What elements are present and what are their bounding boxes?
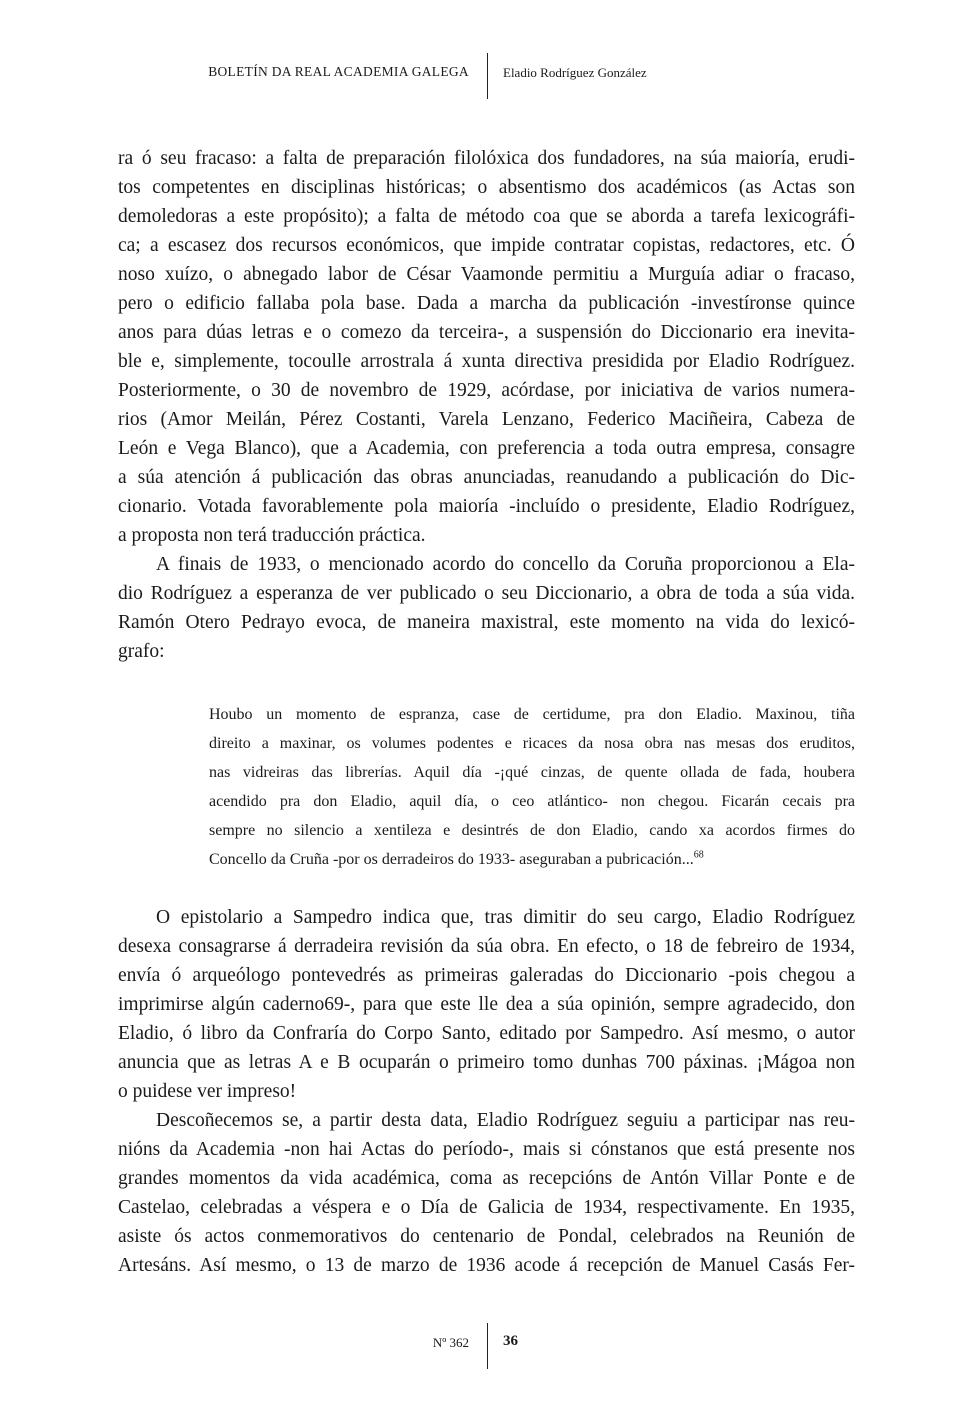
text-line: grandes momentos da vida académica, coma as recepcións de Antón Villar Ponte e de [118,1168,855,1189]
quote-text: sempre no silencio a xentileza e desintrés de don Eladio, cando xa acordos firmes do [209,822,855,839]
text-line: Descoñecemos se, a partir desta data, Eladio Rodríguez seguiu a participar nas reu- [156,1110,855,1131]
text-line: ble e, simplemente, tocoulle arrostrala á xunta directiva presidida por Eladio Rodríguez. [118,351,855,372]
quote-line [209,845,855,874]
quote-line [209,729,855,758]
text-line: desexa consagrarse á derradeira revisión da súa obra. En efecto, o 18 de febreiro de 1934, [118,936,855,957]
text-line: anos para dúas letras e o comezo da terceira-, a suspensión do Diccionario era inevita- [118,322,855,343]
running-header-author: Eladio Rodríguez González [503,65,647,80]
text-line: ca; a escasez dos recursos económicos, que impide contratar copistas, redactores, etc. Ó [118,235,855,256]
text-line: grafo: [118,641,165,662]
text-line: O epistolario a Sampedro indica que, tras dimitir do seu cargo, Eladio Rodríguez [156,907,855,928]
quote-text: acendido pra don Eladio, aquil día, o ceo atlántico- non chegou. Ficarán cecais pra [209,793,855,810]
text-line: Castelao, celebradas a véspera e o Día de Galicia de 1934, respectivamente. En 1935, [118,1197,855,1218]
text-line: dio Rodríguez a esperanza de ver publicado o seu Diccionario, a obra de toda a súa vida. [118,583,855,604]
footer-issue: Nº 362 [432,1335,469,1350]
text-line: pero o edificio fallaba pola base. Dada a marcha da publicación -investíronse quince [118,293,855,314]
quote-text: Concello da Cruña -por os derradeiros do 1933- aseguraban a pubricación... [209,851,694,868]
text-line: cionario. Votada favorablemente pola maioría -incluído o presidente, Eladio Rodríguez, [118,496,855,517]
quote-text: Houbo un momento de espranza, case de certidume, pra don Eladio. Maxinou, tiña [209,706,855,723]
quote-line [209,758,855,787]
body-section-1 [118,144,855,666]
header-divider [487,53,488,99]
text-line: León e Vega Blanco), que a Academia, con preferencia a toda outra empresa, consagre [118,438,855,459]
text-line: anuncia que as letras A e B ocuparán o primeiro tomo dunhas 700 páxinas. ¡Mágoa non [118,1052,855,1073]
quote-line [209,787,855,816]
quote-line [209,816,855,845]
text-line: A finais de 1933, o mencionado acordo do concello da Coruña proporcionou a Ela- [156,554,855,575]
block-quote [209,700,855,874]
text-line: a súa atención á publicación das obras anunciadas, reanudando a publicación do Dic- [118,467,855,488]
quote-line [209,700,855,729]
page-number: 36 [503,1333,518,1349]
text-line: asiste ós actos conmemorativos do centenario de Pondal, celebrados na Reunión de [118,1226,855,1247]
quote-text: direito a maxinar, os volumes podentes e ricaces da nosa obra nas mesas dos eruditos, [209,735,855,752]
text-line: rios (Amor Meilán, Pérez Costanti, Varela Lenzano, Federico Maciñeira, Cabeza de [118,409,855,430]
text-line: Posteriormente, o 30 de novembro de 1929, acórdase, por iniciativa de varios numera- [118,380,855,401]
text-line: ra ó seu fracaso: a falta de preparación filolóxica dos fundadores, na súa maioría, erudi- [118,148,855,169]
running-header-journal: BOLETÍN DA REAL ACADEMIA GALEGA [208,64,469,79]
text-line: noso xuízo, o abnegado labor de César Vaamonde permitiu a Murguía adiar o fracaso, [118,264,855,285]
text-line: envía ó arqueólogo pontevedrés as primeiras galeradas do Diccionario -pois chegou a [118,965,855,986]
body-section-2 [118,903,855,1280]
text-line: nións da Academia -non hai Actas do período-, mais si cónstanos que está presente nos [118,1139,855,1160]
footnote-ref: 68 [693,849,704,861]
text-line: tos competentes en disciplinas históricas; o absentismo dos académicos (as Actas son [118,177,855,198]
quote-text: nas vidreiras das librerías. Aquil día -¡qué cinzas, de quente ollada de fada, houbera [209,764,855,781]
text-line: imprimirse algún caderno69-, para que este lle dea a súa opinión, sempre agradecido, don [118,994,855,1015]
text-line: o puidese ver impreso! [118,1081,297,1102]
footer-divider [487,1323,488,1369]
text-line: Ramón Otero Pedrayo evoca, de maneira maxistral, este momento na vida do lexicó- [118,612,855,633]
text-line: Eladio, ó libro da Confraría do Corpo Santo, editado por Sampedro. Así mesmo, o autor [118,1023,855,1044]
text-line: a proposta non terá traducción práctica. [118,525,426,546]
text-line: Artesáns. Así mesmo, o 13 de marzo de 1936 acode á recepción de Manuel Casás Fer- [118,1255,855,1276]
text-line: demoledoras a este propósito); a falta de método coa que se aborda a tarefa lexicográfi- [118,206,855,227]
